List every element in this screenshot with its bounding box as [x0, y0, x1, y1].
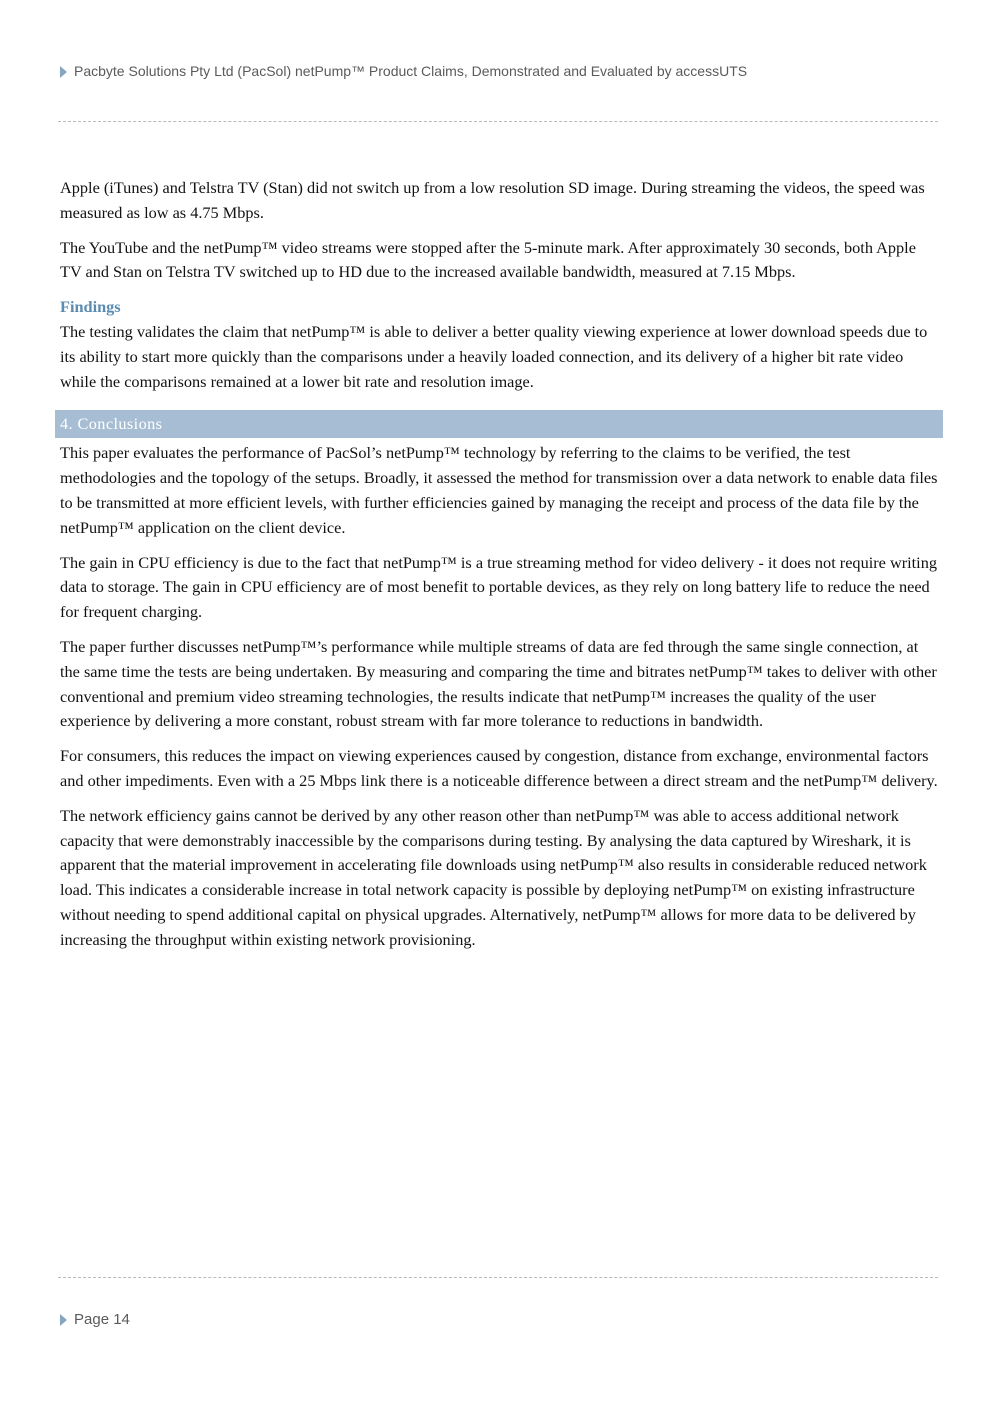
findings-paragraph: The testing validates the claim that netPump™ is able to deliver a better quality viewing experience at lower download speeds due to its ability to start more quickly than the comparisons under a heavily loaded connection, and its delivery of a higher bit rate video while the comparisons remained at a lower bit rate and resolution image. — [60, 321, 928, 391]
paragraph: Apple (iTunes) and Telstra TV (Stan) did not switch up from a low resolution SD image. During streaming the videos, the speed was measured as low as 4.75 Mbps. — [60, 178, 925, 222]
paragraph: For consumers, this reduces the impact on viewing experiences caused by congestion, distance from exchange, environmental factors and other impediments. Even with a 25 Mbps link there is a noticeable difference between a direct stream and the netPump™ delivery. — [60, 746, 938, 790]
page-number: Page 14 — [74, 1310, 130, 1328]
footer-divider — [58, 1277, 938, 1278]
triangle-bullet-icon — [60, 1314, 67, 1326]
document-body — [60, 176, 938, 963]
paragraph: This paper evaluates the performance of PacSol’s netPump™ technology by referring to the claims to be verified, the test methodologies and the topology of the setups. Broadly, it assessed the method for transmission over a data network to enable data files to be transmitted at more efficient levels, with further efficiencies gained by managing the receipt and process of the data file by the netPump™ application on the client device. — [60, 443, 938, 537]
paragraph: The YouTube and the netPump™ video streams were stopped after the 5-minute mark. After approximately 30 seconds, both Apple TV and Stan on Telstra TV switched up to HD due to the increased available bandwidth, measured at 7.15 Mbps. — [60, 237, 916, 282]
paragraph: The gain in CPU efficiency is due to the fact that netPump™ is a true streaming method for video delivery - it does not require writing data to storage. The gain in CPU efficiency are of most benefit to portable devices, as they rely on long battery life to reduce the need for frequent charging. — [60, 552, 937, 622]
header-title: Pacbyte Solutions Pty Ltd (PacSol) netPump™ Product Claims, Demonstrated and Evaluated by accessUTS — [74, 63, 748, 79]
section-heading-conclusions: 4. Conclusions — [55, 410, 943, 438]
paragraph: The network efficiency gains cannot be derived by any other reason other than netPump™ was able to access additional network capacity that were demonstrably inaccessible by the comparisons during testing. By analysing the data captured by Wireshark, it is apparent that the material improvement in accelerating file downloads using netPump™ also results in considerable reduced network load. This indicates a considerable increase in total network capacity is possible by deploying netPump™ on existing infrastructure without needing to spend additional capital on physical upgrades. Alternatively, netPump™ allows for more data to be delivered by increasing the throughput within existing network provisioning. — [60, 805, 927, 949]
header-divider — [58, 121, 938, 122]
page-footer — [60, 1308, 130, 1330]
findings-heading: Findings — [60, 297, 121, 317]
page-header — [60, 60, 940, 82]
paragraph: The paper further discusses netPump™’s performance while multiple streams of data are fed through the same single connection, at the same time the tests are being undertaken. By measuring and comparing the time and bitrates netPump™ takes to deliver with other conventional and premium video streaming technologies, the results indicate that netPump™ increases the quality of the user experience by delivering a more constant, robust stream with far more tolerance to reductions in bandwidth. — [60, 636, 937, 731]
triangle-bullet-icon — [60, 66, 67, 78]
